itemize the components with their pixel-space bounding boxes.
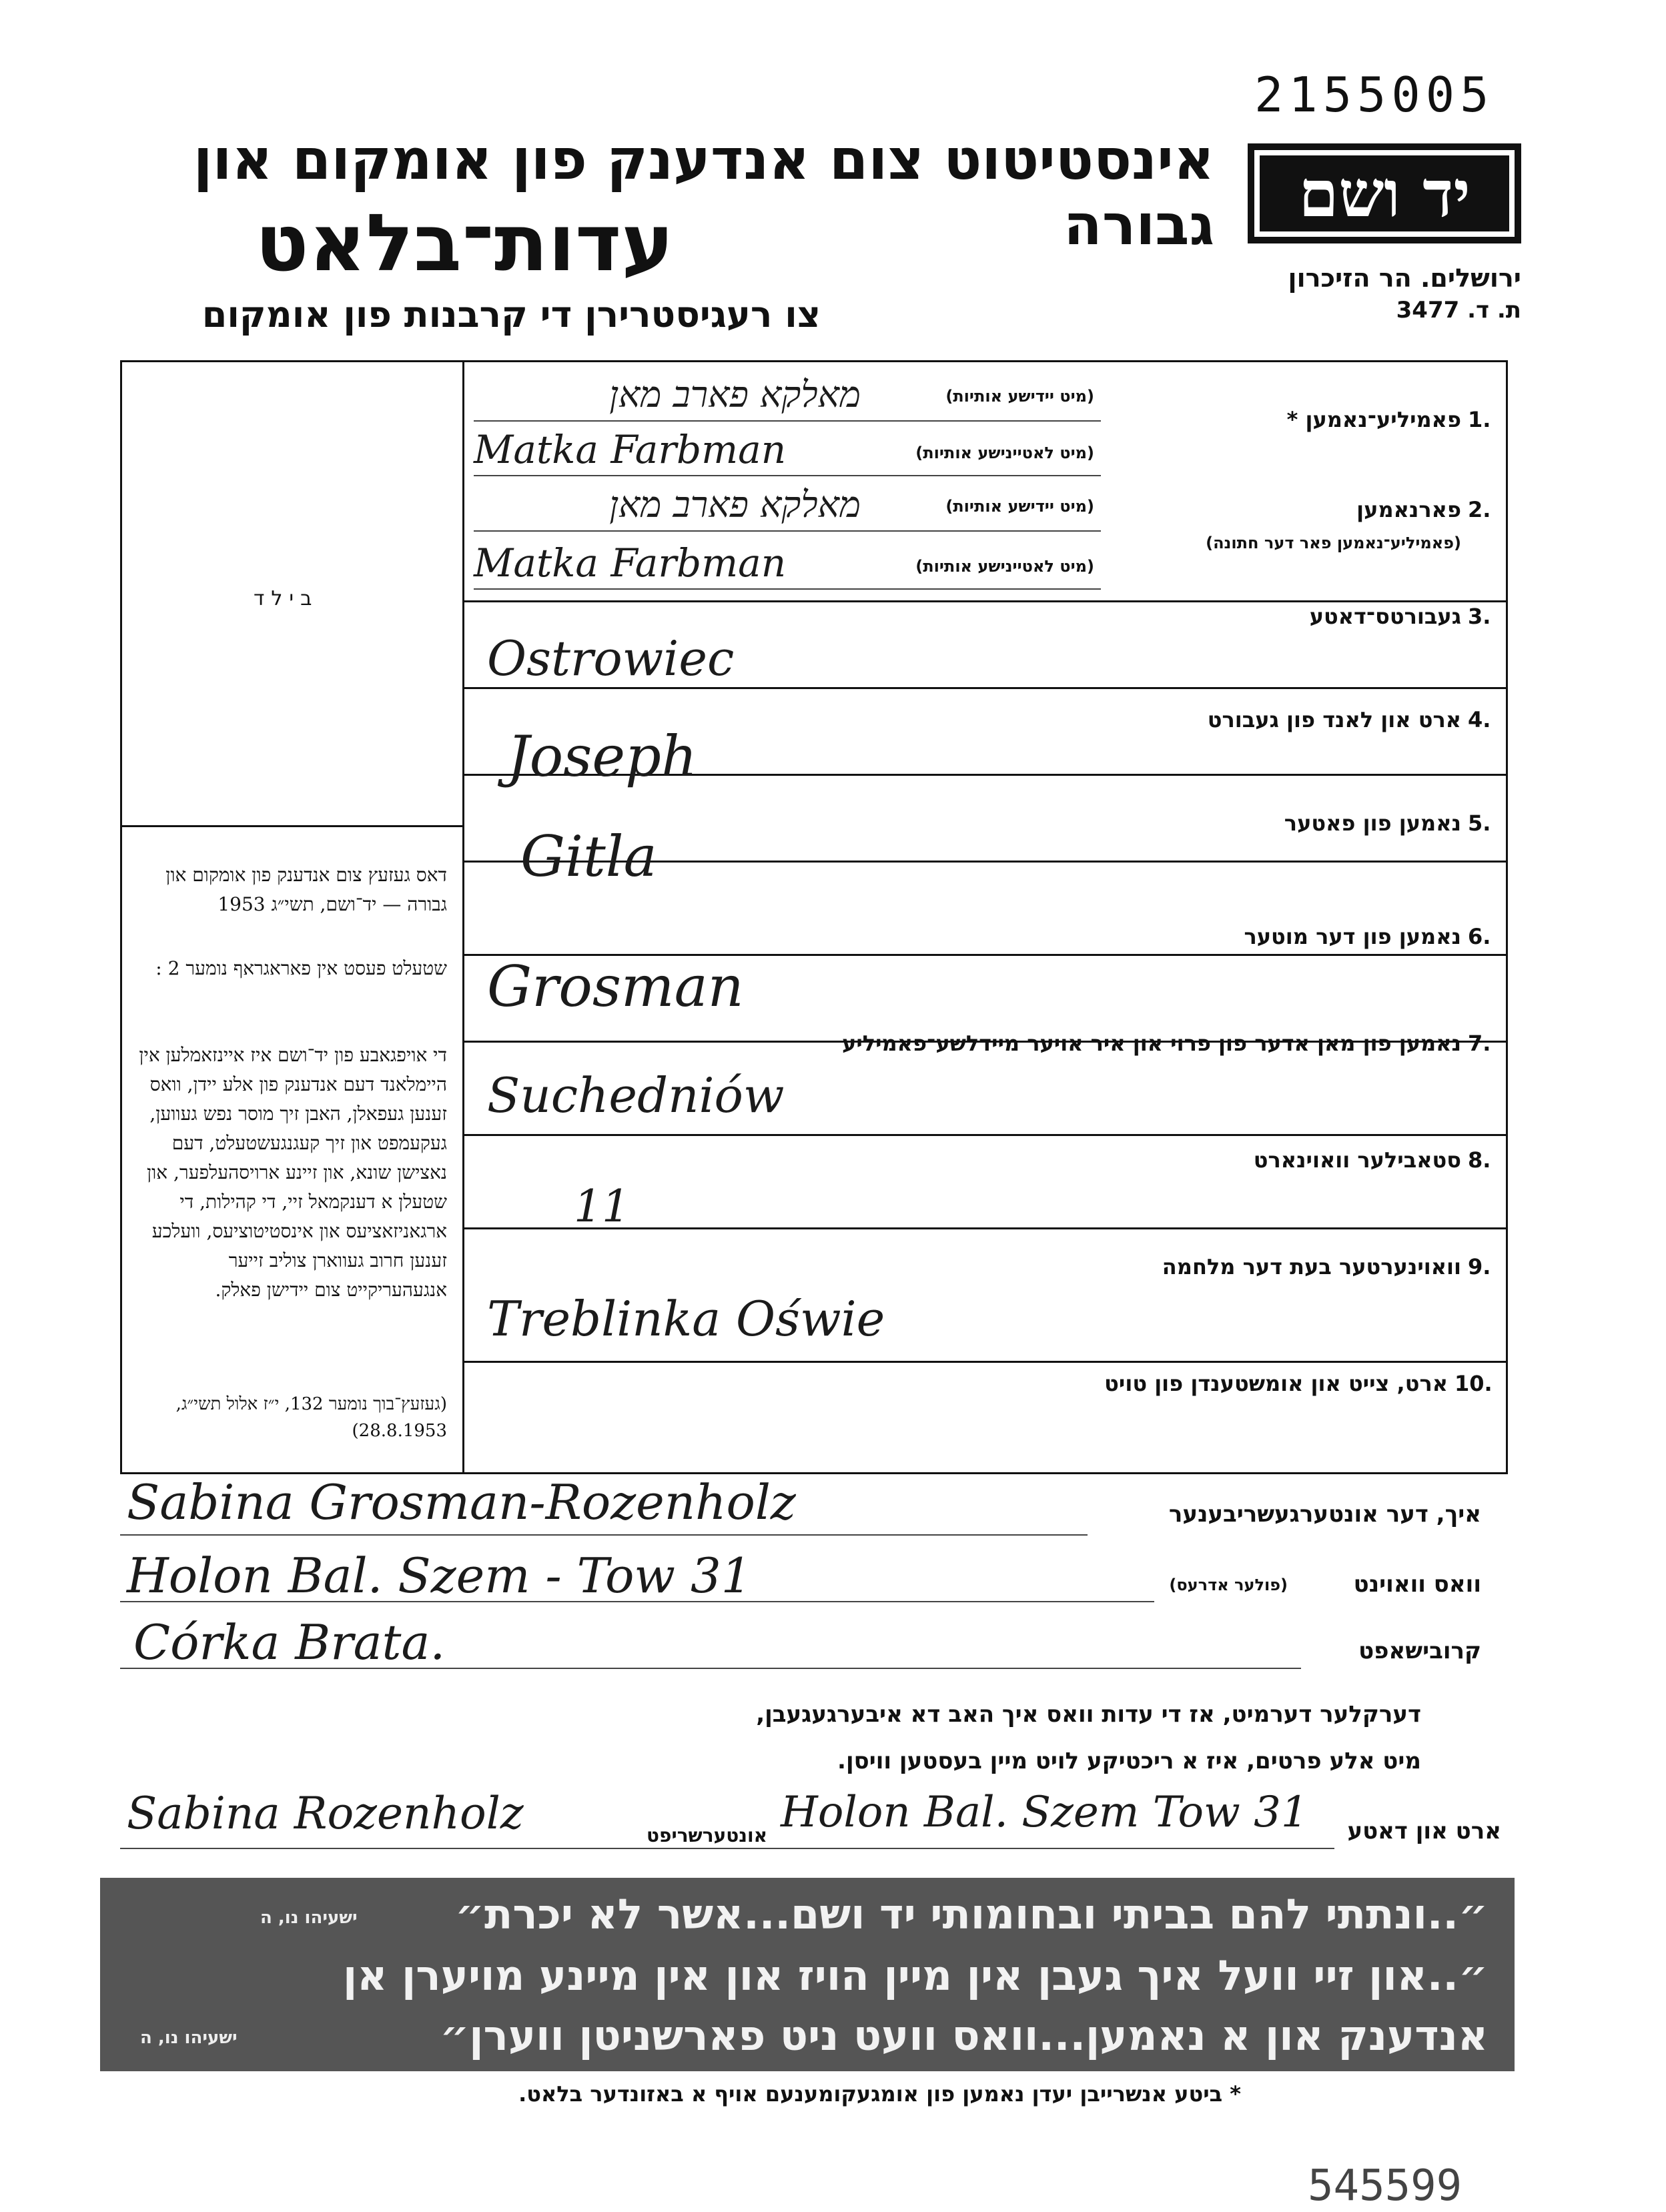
sublabel-latin: (מיט לאטיינישע אותיות) (915, 557, 1094, 576)
banner-quote-line3: אנדענק און א נאמען...וואס וועט ניט פארשניטן ווערן״ (440, 2011, 1488, 2060)
field-number: 9. (1468, 1254, 1491, 1279)
field-number: 3. (1468, 604, 1491, 629)
field-label-birth-place: ארט און לאנד פון געבורט (1207, 707, 1461, 732)
yad-vashem-logo (1248, 143, 1521, 243)
address-city: ירושלים. הר הזיכרון (1288, 263, 1521, 293)
underline (120, 1534, 1088, 1536)
photo-label: בילד (254, 587, 319, 610)
sublabel-yiddish: (מיט יידישע אותיות) (945, 497, 1094, 516)
field-label-death-details: ארט, צייט און אומשטענדן פון טויט (1104, 1371, 1448, 1396)
field-label-father-name: נאמען פון פאטער (1284, 810, 1461, 836)
underline (120, 1668, 1301, 1669)
mother-name-value: Grosman (487, 954, 744, 1019)
decree-citation: (געזעץ־בוך נומער 132, י״ז אלול תשי״ג, 28.8.1953) (175, 1394, 447, 1441)
field-number: 8. (1468, 1147, 1491, 1173)
place-date-label: ארט און דאטע (1347, 1818, 1501, 1844)
father-name-value: Gitla (520, 824, 657, 889)
first-name-yiddish: מאלקא פארב מאן (609, 484, 861, 526)
field-number: 4. (1468, 707, 1491, 732)
sublabel-maiden-name: (פאמיליע־נאמען פאר דער חתונה) (1206, 534, 1461, 552)
declaration-line2: מיט אלע פרטים, איז א ריכטיקע לויט מיין בעסטען וויסן. (837, 1748, 1421, 1774)
field-label-permanent-residence: סטאבילער וואוינארט (1253, 1147, 1461, 1173)
spouse-name-value: Suchedniów (487, 1067, 785, 1123)
underline (474, 420, 1101, 422)
signature-label: אונטערשריפט (647, 1824, 767, 1846)
birth-date-value: Ostrowiec (487, 630, 735, 686)
address-pobox: ת. ד. 3477 (1396, 297, 1521, 324)
banner-quote-line1: ״..ונתתי להם בביתי ובחומותי יד ושם...אשר לא יכרת״ (454, 1890, 1488, 1939)
form-subtitle: צו רעגיסטרירן די קרבנות פון אומקום (201, 294, 821, 336)
submitter-name-value: Sabina Grosman-Rozenholz (127, 1474, 796, 1530)
underline (120, 1601, 1154, 1602)
corner-number: 545599 (1308, 2161, 1463, 2211)
underline (120, 1848, 1334, 1849)
banner-quote-line2: ״..און זיי וועל איך געבן אין מיין הויז און אין מיינע מויערן אן (343, 1951, 1488, 2000)
relationship-value: Córka Brata. (133, 1614, 446, 1670)
field-label-family-name: פאמיליע־נאמען * (1286, 407, 1461, 432)
first-name-latin: Matka Farbman (474, 540, 787, 586)
logo-text: יד ושם (1260, 155, 1509, 231)
signature-value: Sabina Rozenholz (127, 1788, 524, 1839)
field-number: 5. (1468, 810, 1491, 836)
decree-paragraph-ref: שטעלט פעסט אין פאראגראף נומער 2 : (155, 957, 447, 979)
banner-source-1: ישעיהו נו, ה (260, 1908, 358, 1928)
submitter-name-label: איך, דער אונטערגעשריבענער (1168, 1501, 1481, 1528)
row-divider (464, 687, 1508, 689)
row-divider (464, 600, 1508, 602)
underline (474, 530, 1101, 532)
relationship-label: קרובישאפט (1358, 1638, 1481, 1664)
field-number: 1. (1468, 407, 1491, 432)
underline (474, 588, 1101, 590)
declaration-line1: דערקלער דערמיט, אז די עדות וואס איך האב דא איבערגעגעבן, (756, 1701, 1421, 1728)
field-label-birth-date: געבורטס־דאטע (1309, 604, 1461, 629)
field-label-wartime-residence: וואוינערטער בעת דער מלחמה (1162, 1254, 1461, 1279)
field-number: 10. (1454, 1371, 1493, 1396)
decree-intro: דאס געזעץ צום אנדענק פון אומקום און גבורה — יד־ושם, תשי״ג 1953 (165, 864, 447, 915)
serial-number: 2155005 (1254, 67, 1495, 123)
field-label-spouse-name: נאמען פון מאן אדער פון פרוי און איר אויער מיידלשע־פאמיליע (842, 1031, 1461, 1056)
decree-body: די אויפגאבע פון יד־ושם איז איינזאמלען אין היימלאנד דעם אנדענק פון אלע יידן, וואס זענען געפאלן, האבן זיך מוסר נפש געווען, געקעמפט און זיך קעגנגעשטעלט, דעם נאצישן שונא, און זיינע ארויסהעלפער, און שטעלן א דענקמאל זיי, די קהילות, די ארגאניזאציעס און אינסטיטוציעס, וועלכע זענען חרוב געווארן צוליב זייער אנגעהעריקייט צום יידישן פאלק. (139, 1044, 447, 1301)
underline (474, 475, 1101, 476)
row-divider (464, 1134, 1508, 1136)
row-divider (464, 1361, 1508, 1363)
quote-banner (100, 1878, 1515, 2071)
wartime-residence-value: Treblinka Oświe (487, 1291, 885, 1347)
place-date-value: Holon Bal. Szem Tow 31 (781, 1788, 1308, 1837)
family-name-latin: Matka Farbman (474, 427, 787, 472)
banner-source-2: ישעיהו נו, ה (140, 2028, 238, 2048)
form-title: עדות־בלאט (255, 197, 674, 289)
sublabel-full-address: (פולער אדרעס) (1169, 1576, 1288, 1594)
permanent-residence-value: 11 (574, 1181, 630, 1232)
submitter-address-label: וואס וואוינט (1353, 1571, 1481, 1598)
submitter-address-value: Holon Bal. Szem - Tow 31 (127, 1548, 752, 1604)
institute-title: אינסטיטוט צום אנדענק פון אומקום און גבורה (193, 127, 1214, 257)
sublabel-yiddish: (מיט יידישע אותיות) (945, 387, 1094, 406)
field-number: 2. (1468, 497, 1491, 522)
footnote: * ביטע אנשרייבן יעדן נאמען פון אומגעקומענעם אויף א באזונדער בלאט. (518, 2081, 1241, 2107)
birth-place-value: Joseph (507, 724, 697, 789)
field-number: 7. (1468, 1031, 1491, 1056)
field-label-first-name: פארנאמען (1356, 497, 1461, 522)
sublabel-latin: (מיט לאטיינישע אותיות) (915, 444, 1094, 462)
family-name-yiddish: מאלקא פארב מאן (609, 374, 861, 416)
field-label-mother-name: נאמען פון דער מוטער (1244, 924, 1461, 949)
field-number: 6. (1468, 924, 1491, 949)
